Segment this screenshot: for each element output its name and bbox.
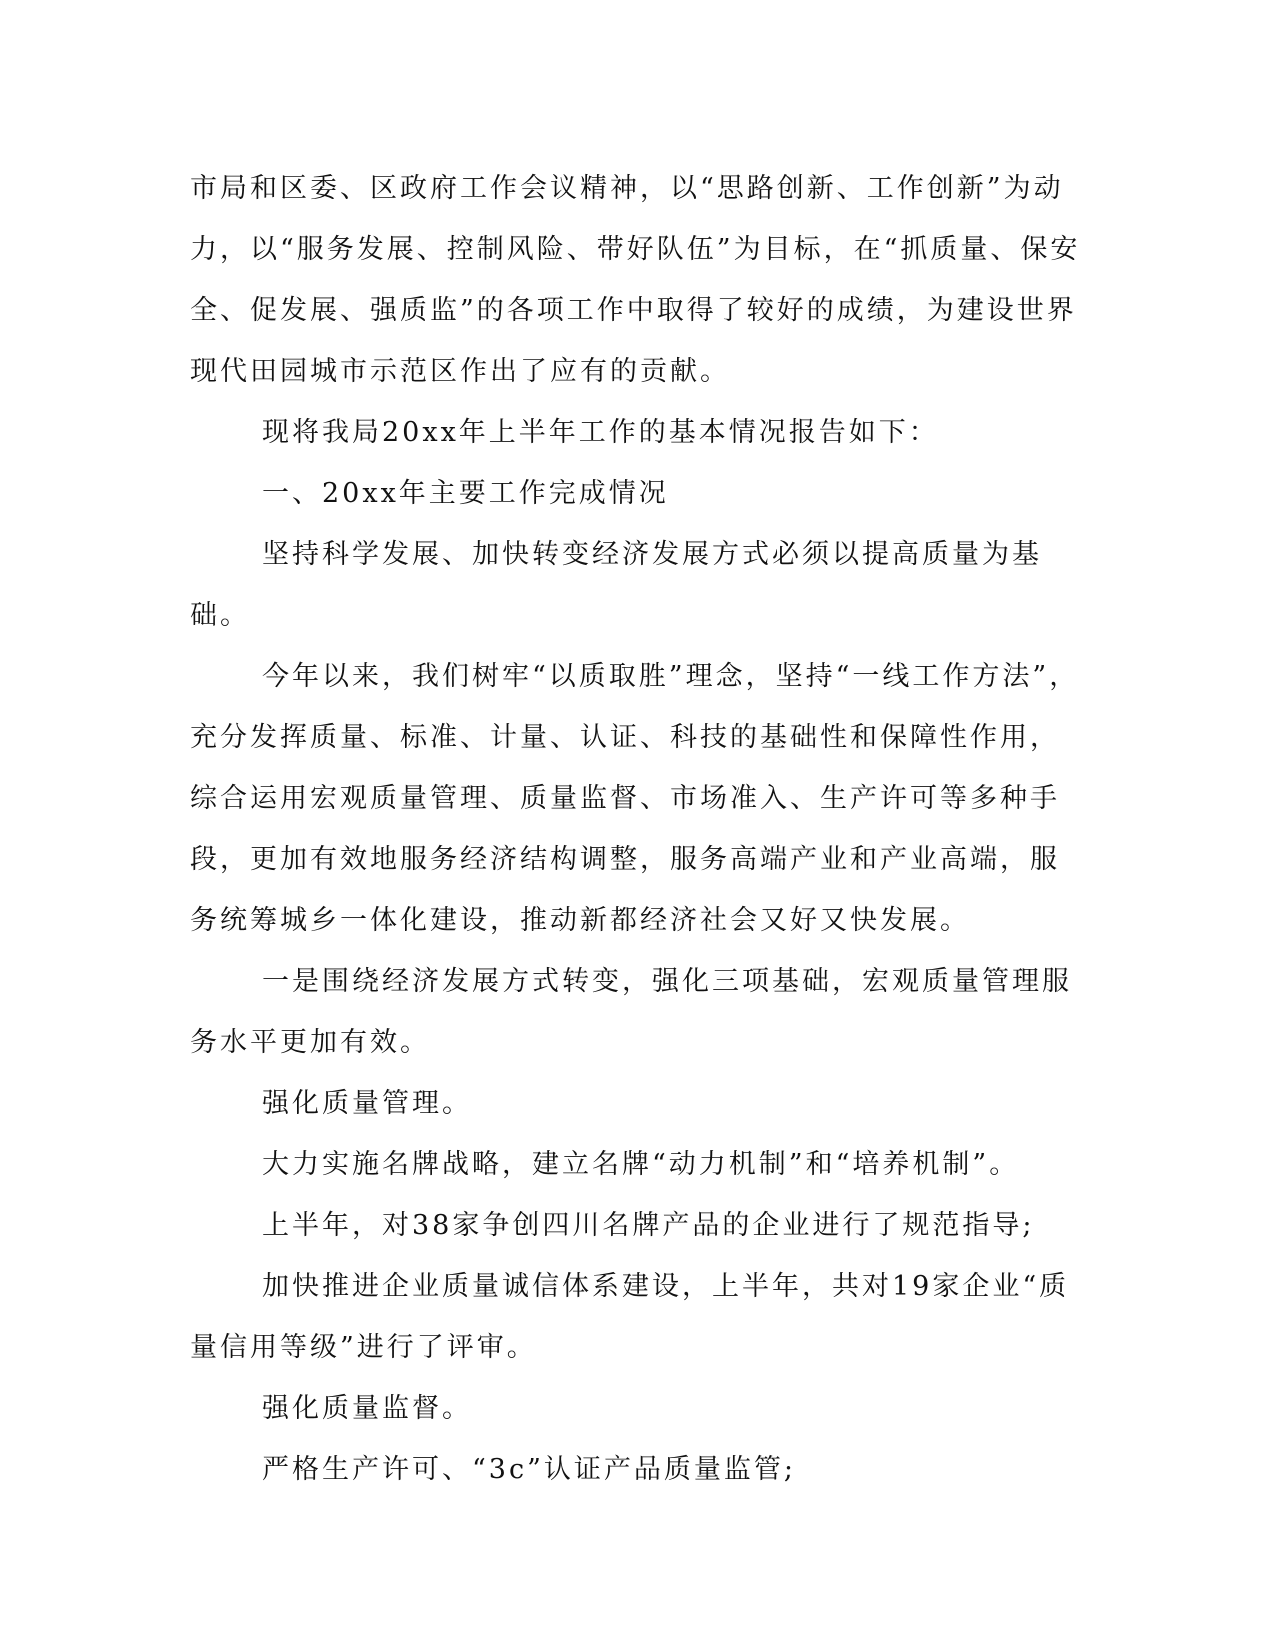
paragraph-brand-strategy: 大力实施名牌战略，建立名牌“动力机制”和“培养机制”。 — [262, 1149, 1020, 1180]
paragraph-3c-certification: 严格生产许可、“3c”认证产品质量监管; — [262, 1454, 797, 1485]
paragraph-first-half-38: 上半年，对38家争创四川名牌产品的企业进行了规范指导; — [262, 1210, 1035, 1241]
section-heading-1: 一、20xx年主要工作完成情况 — [262, 478, 669, 509]
paragraph-intro: 市局和区委、区政府工作会议精神，以“思路创新、工作创新”为动力，以“服务发展、控制风险、带好队伍”为目标，在“抓质量、保安全、促发展、强质监”的各项工作中取得了较好的成绩，为建设世界现代田园城市示范区作出了应有的贡献。 — [190, 173, 1081, 387]
paragraph-point-one: 一是围绕经济发展方式转变，强化三项基础，宏观质量管理服务水平更加有效。 — [190, 966, 1072, 1058]
paragraph-report-intro: 现将我局20xx年上半年工作的基本情况报告如下： — [262, 417, 939, 448]
paragraph-credit-system: 加快推进企业质量诚信体系建设，上半年，共对19家企业“质量信用等级”进行了评审。 — [190, 1271, 1070, 1363]
document-body — [190, 158, 1082, 1500]
subheading-quality-management: 强化质量管理。 — [262, 1088, 472, 1119]
paragraph-this-year: 今年以来，我们树牢“以质取胜”理念，坚持“一线工作方法”，充分发挥质量、标准、计量、认证、科技的基础性和保障性作用，综合运用宏观质量管理、质量监督、市场准入、生产许可等多种手段，更加有效地服务经济结构调整，服务高端产业和产业高端，服务统筹城乡一体化建设，推动新都经济社会又好又快发展。 — [190, 661, 1080, 936]
subheading-quality-supervision: 强化质量监督。 — [262, 1393, 472, 1424]
paragraph-scientific-development: 坚持科学发展、加快转变经济发展方式必须以提高质量为基础。 — [190, 539, 1042, 631]
